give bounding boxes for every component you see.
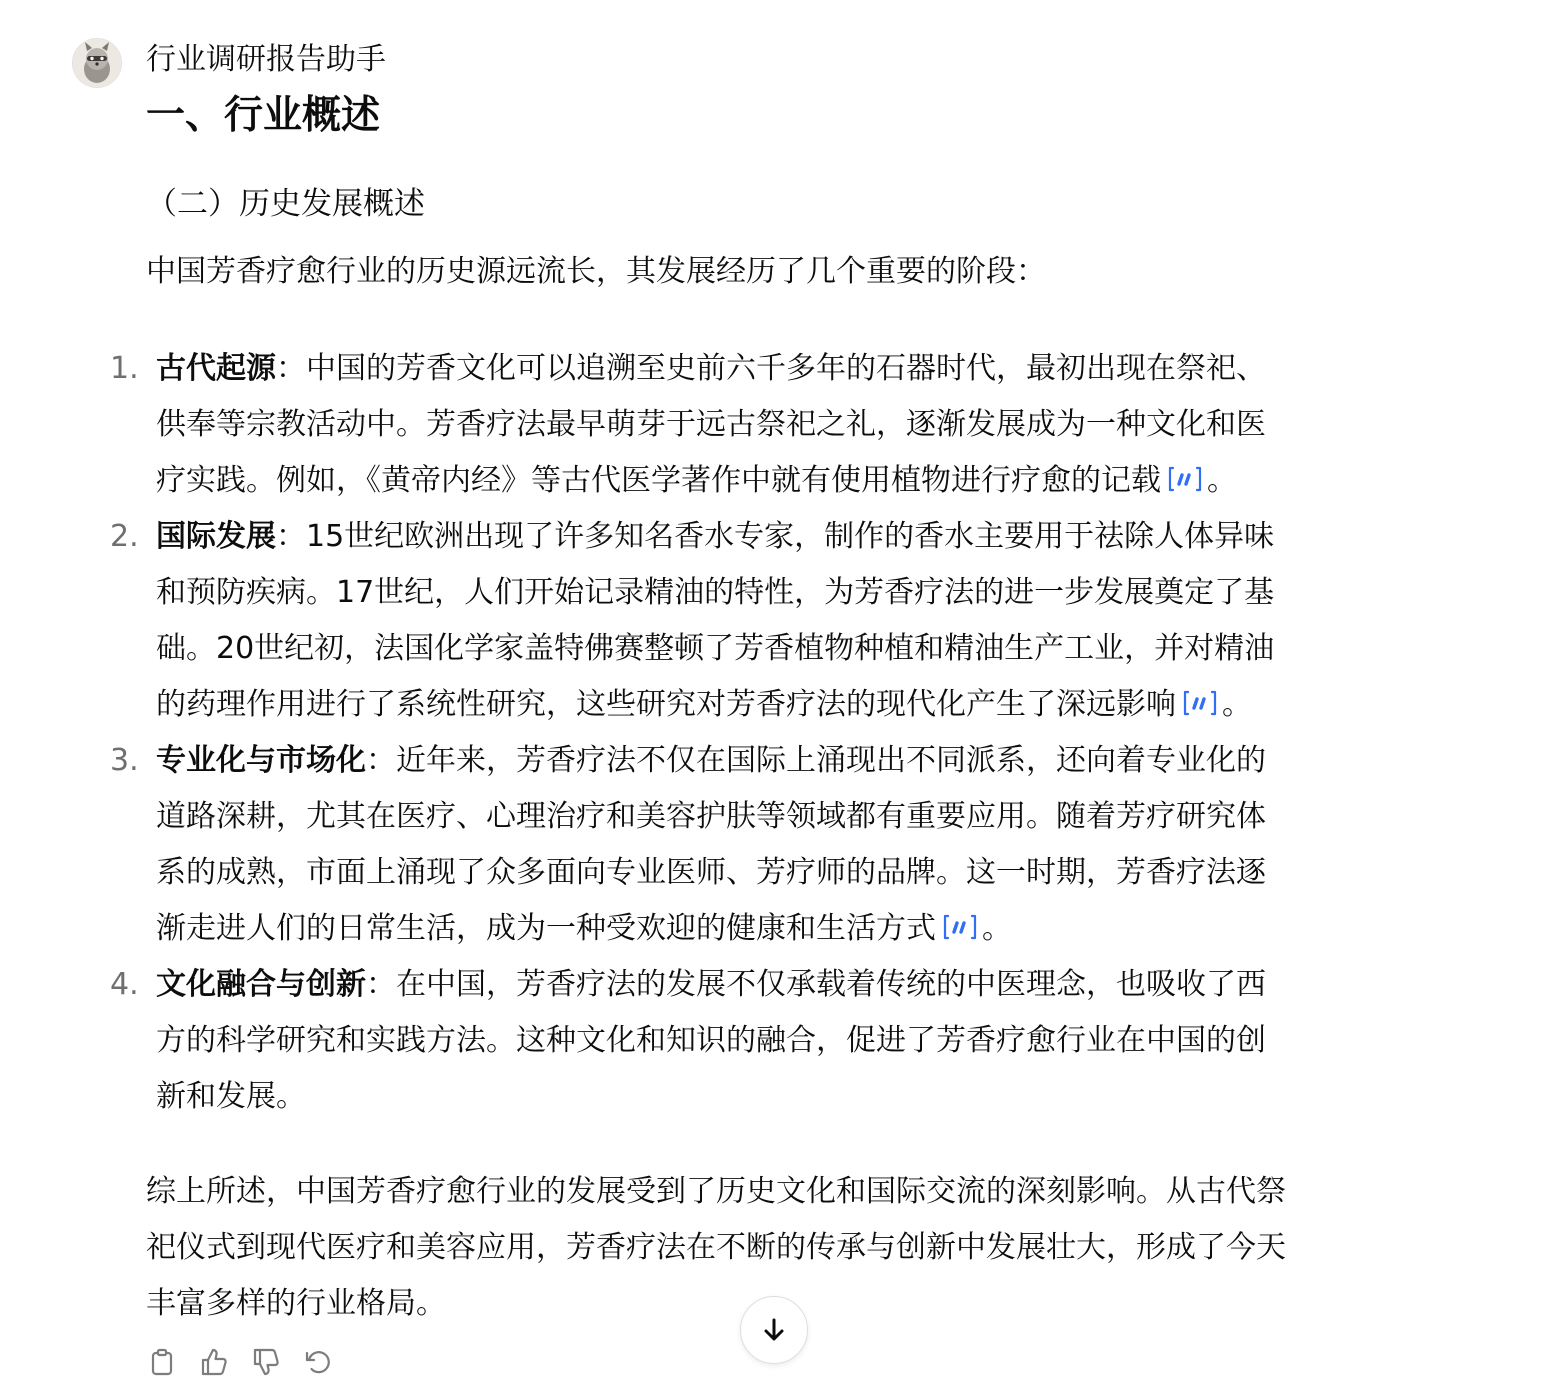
sentence-end: 。 [1222,687,1252,722]
copy-icon [147,1347,177,1377]
text-segment: 疗实践。例如，《黄帝内经》等古代医学著作中就有使用植物进行疗愈的记载 [156,463,1161,498]
summary-line: 祀仪式到现代医疗和美容应用，芳香疗法在不断的传承与创新中发展壮大，形成了今天 [146,1230,1286,1265]
sentence-end: 。 [1207,463,1237,498]
history-stage-list [110,341,1360,1125]
list-item [110,957,1360,1125]
list-item [110,733,1360,957]
text-line: 供奉等宗教活动中。芳香疗法最早萌芽于远古祭祀之礼，逐渐发展成为一种文化和医 [156,407,1266,442]
assistant-name: 行业调研报告助手 [146,42,386,77]
stage-title: 国际发展 [156,519,276,554]
text-line [156,341,1360,397]
list-number: 4. [110,967,139,1002]
sentence-end: 。 [982,911,1012,946]
summary-line: 综上所述，中国芳香疗愈行业的发展受到了历史文化和国际交流的深刻影响。从古代祭 [146,1174,1286,1209]
arrow-down-icon [759,1315,789,1345]
intro-paragraph: 中国芳香疗愈行业的历史源远流长，其发展经历了几个重要的阶段： [146,254,1046,289]
stage-title: 专业化与市场化 [156,743,366,778]
stage-title: 文化融合与创新 [156,967,366,1002]
text-line: 方的科学研究和实践方法。这种文化和知识的融合，促进了芳香疗愈行业在中国的创 [156,1023,1266,1058]
text-line: 和预防疾病。17世纪，人们开始记录精油的特性，为芳香疗法的进一步发展奠定了基 [156,575,1275,610]
title-separator: ： [276,519,306,554]
quote-citation-icon[interactable] [1167,465,1203,493]
thumbs-up-button[interactable] [196,1344,232,1380]
text-segment: 在中国，芳香疗法的发展不仅承载着传统的中医理念，也吸收了西 [396,967,1266,1002]
text-segment: 的药理作用进行了系统性研究，这些研究对芳香疗法的现代化产生了深远影响 [156,687,1176,722]
text-line [156,957,1360,1013]
assistant-avatar[interactable] [72,38,122,88]
text-segment: 15世纪欧洲出现了许多知名香水专家，制作的香水主要用于祛除人体异味 [306,519,1275,554]
title-separator: ： [276,351,306,386]
quote-citation-icon[interactable] [942,913,978,941]
summary-line: 丰富多样的行业格局。 [146,1286,446,1321]
text-segment: 渐走进人们的日常生活，成为一种受欢迎的健康和生活方式 [156,911,936,946]
list-number: 3. [110,743,139,778]
thumbs-down-button[interactable] [248,1344,284,1380]
text-line [156,733,1360,789]
text-line: 系的成熟，市面上涌现了众多面向专业医师、芳疗师的品牌。这一时期，芳香疗法逐 [156,855,1266,890]
text-line: 础。20世纪初，法国化学家盖特佛赛整顿了芳香植物种植和精油生产工业，并对精油 [156,631,1275,666]
raccoon-avatar-icon [73,39,121,87]
text-line [156,677,1360,733]
report-subheading: （二）历史发展概述 [146,186,425,222]
thumbs-down-icon [251,1347,281,1377]
message-actions [144,1344,336,1380]
regenerate-button[interactable] [300,1344,336,1380]
list-item [110,341,1360,509]
stage-title: 古代起源 [156,351,276,386]
text-segment: 中国的芳香文化可以追溯至史前六千多年的石器时代，最初出现在祭祀、 [306,351,1266,386]
text-line: 新和发展。 [156,1079,306,1114]
thumbs-up-icon [199,1347,229,1377]
regenerate-icon [303,1347,333,1377]
list-number: 2. [110,519,139,554]
title-separator: ： [366,743,396,778]
quote-citation-icon[interactable] [1182,689,1218,717]
text-line [156,901,1360,957]
copy-button[interactable] [144,1344,180,1380]
text-line [156,453,1360,509]
text-line: 道路深耕，尤其在医疗、心理治疗和美容护肤等领域都有重要应用。随着芳疗研究体 [156,799,1266,834]
report-heading: 一、行业概述 [146,93,381,138]
summary-paragraph [146,1164,1286,1332]
text-segment: 近年来，芳香疗法不仅在国际上涌现出不同派系，还向着专业化的 [396,743,1266,778]
title-separator: ： [366,967,396,1002]
scroll-to-bottom-button[interactable] [740,1296,808,1364]
list-number: 1. [110,351,139,386]
list-item [110,509,1360,733]
text-line [156,509,1360,565]
